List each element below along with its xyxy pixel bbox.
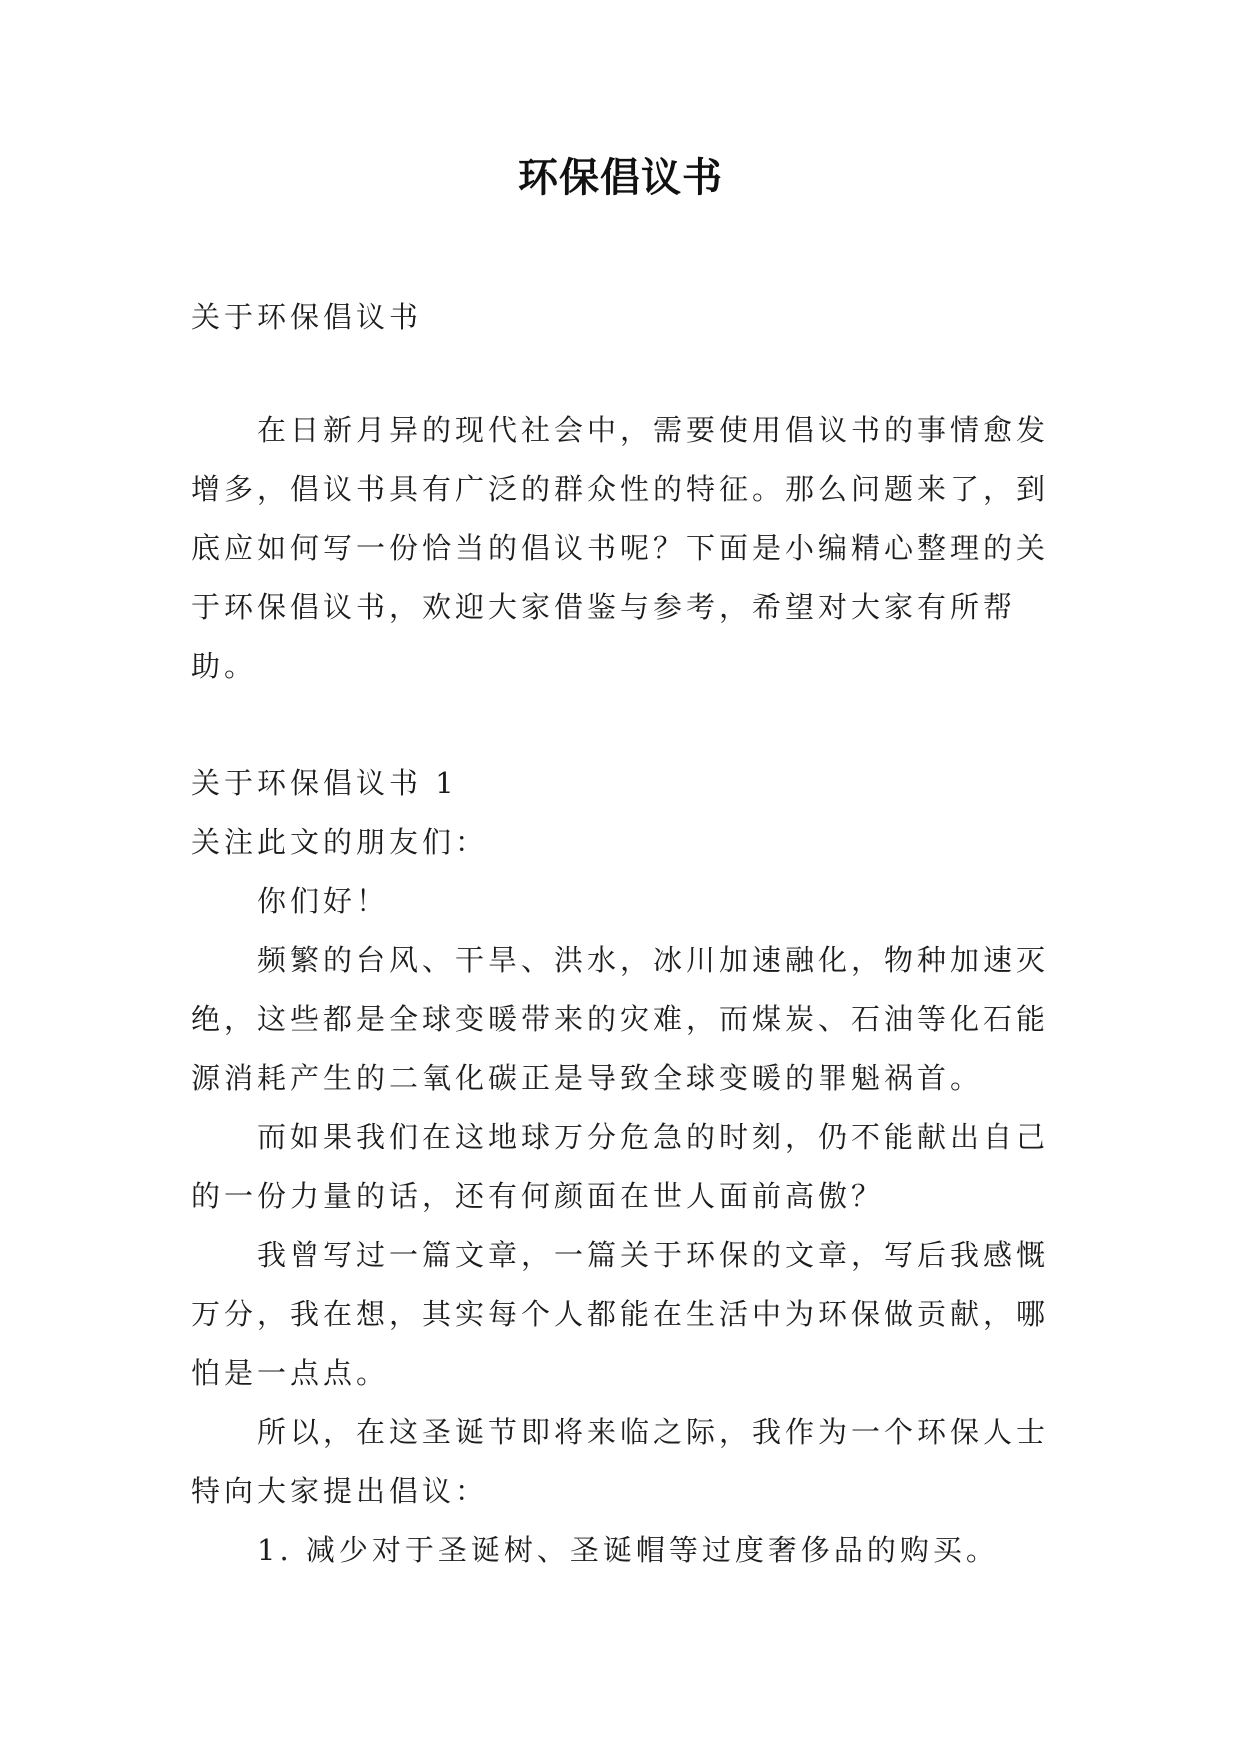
body-paragraph: 频繁的台风、干旱、洪水，冰川加速融化，物种加速灭绝，这些都是全球变暖带来的灾难，而煤炭、石油等化石能源消耗产生的二氧化碳正是导致全球变暖的罪魁祸首。 [191,943,1050,1095]
body-paragraph: 所以，在这圣诞节即将来临之际，我作为一个环保人士特向大家提出倡议： [191,1415,1050,1508]
body-paragraph: 我曾写过一篇文章，一篇关于环保的文章，写后我感慨万分，我在想，其实每个人都能在生活中为环保做贡献，哪怕是一点点。 [191,1238,1050,1390]
document-title: 环保倡议书 [518,155,723,201]
greeting-line: 你们好！ [257,884,390,918]
intro-paragraph: 在日新月异的现代社会中，需要使用倡议书的事情愈发增多，倡议书具有广泛的群众性的特征。那么问题来了，到底应如何写一份恰当的倡议书呢？下面是小编精心整理的关于环保倡议书，欢迎大家借鉴与参考，希望对大家有所帮助。 [191,413,1050,683]
list-item: 1. 减少对于圣诞树、圣诞帽等过度奢侈品的购买。 [257,1533,999,1567]
body-paragraph: 而如果我们在这地球万分危急的时刻，仍不能献出自己的一份力量的话，还有何颜面在世人面前高傲？ [191,1120,1050,1213]
document-subtitle: 关于环保倡议书 [191,300,423,334]
salutation: 关注此文的朋友们： [191,825,489,859]
section-title: 关于环保倡议书 1 [191,766,458,800]
